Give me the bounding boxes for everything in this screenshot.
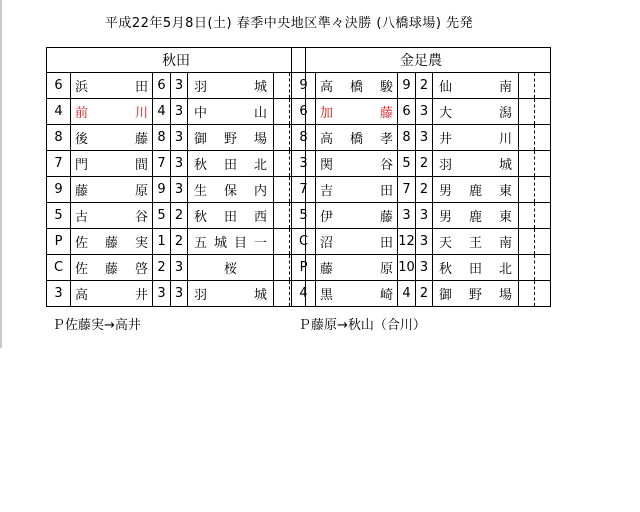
school-cell: 五 城 目 一: [188, 229, 274, 255]
position-cell: 7: [292, 177, 316, 203]
blank-cell: [274, 99, 290, 125]
player-name-cell: 伊 藤: [316, 203, 398, 229]
grade-cell: 3: [416, 125, 433, 151]
uniform-number-cell: 6: [398, 99, 416, 125]
school-cell: 大 潟: [433, 99, 519, 125]
grade-cell: 3: [171, 281, 188, 307]
position-cell: C: [47, 255, 71, 281]
blank-cell: [535, 125, 551, 151]
position-cell: 8: [292, 125, 316, 151]
lineup-table-akita: [46, 47, 306, 307]
uniform-number-cell: 5: [153, 203, 171, 229]
position-cell: 6: [47, 73, 71, 99]
position-cell: 7: [47, 151, 71, 177]
table-row: [292, 281, 551, 307]
table-row: [47, 255, 306, 281]
uniform-number-cell: 12: [398, 229, 416, 255]
position-cell: 3: [47, 281, 71, 307]
table-row: [47, 99, 306, 125]
position-cell: 5: [292, 203, 316, 229]
blank-cell: [535, 151, 551, 177]
blank-cell: [274, 281, 290, 307]
grade-cell: 3: [416, 99, 433, 125]
uniform-number-cell: 10: [398, 255, 416, 281]
uniform-number-cell: 4: [153, 99, 171, 125]
blank-cell: [519, 177, 535, 203]
position-cell: 4: [292, 281, 316, 307]
player-name-cell: 沼 田: [316, 229, 398, 255]
school-cell: 中 山: [188, 99, 274, 125]
table-row: [47, 281, 306, 307]
grade-cell: 3: [171, 125, 188, 151]
team-name: 秋田: [47, 48, 306, 73]
table-row: [47, 125, 306, 151]
uniform-number-cell: 1: [153, 229, 171, 255]
uniform-number-cell: 3: [153, 281, 171, 307]
grade-cell: 3: [416, 255, 433, 281]
uniform-number-cell: 4: [398, 281, 416, 307]
table-row: [47, 229, 306, 255]
school-cell: 羽 城: [433, 151, 519, 177]
school-cell: 御 野 場: [188, 125, 274, 151]
school-cell: 男 鹿 東: [433, 177, 519, 203]
uniform-number-cell: 9: [398, 73, 416, 99]
uniform-number-cell: 7: [398, 177, 416, 203]
table-row: [47, 151, 306, 177]
table-row: [47, 73, 306, 99]
player-name-cell: 高 井: [71, 281, 153, 307]
blank-cell: [535, 73, 551, 99]
position-cell: 5: [47, 203, 71, 229]
blank-cell: [519, 203, 535, 229]
blank-cell: [274, 255, 290, 281]
blank-cell: [519, 229, 535, 255]
substitution-note-akita: Ｐ佐藤実→高井: [52, 318, 141, 333]
player-name-cell: 門 間: [71, 151, 153, 177]
table-row: [292, 125, 551, 151]
lineup-table-kanaashi: [291, 47, 551, 307]
table-row: [292, 177, 551, 203]
uniform-number-cell: 3: [398, 203, 416, 229]
blank-cell: [535, 99, 551, 125]
position-cell: P: [47, 229, 71, 255]
school-cell: 井 川: [433, 125, 519, 151]
grade-cell: 2: [416, 281, 433, 307]
table-row: [292, 73, 551, 99]
blank-cell: [274, 203, 290, 229]
position-cell: 6: [292, 99, 316, 125]
table-row: [47, 203, 306, 229]
player-name-cell: 古 谷: [71, 203, 153, 229]
uniform-number-cell: 8: [398, 125, 416, 151]
school-cell: 御 野 場: [433, 281, 519, 307]
position-cell: 3: [292, 151, 316, 177]
player-name-cell: 藤 原: [316, 255, 398, 281]
blank-cell: [519, 125, 535, 151]
blank-cell: [535, 203, 551, 229]
page-title: 平成22年5月8日(土) 春季中央地区準々決勝 (八橋球場) 先発: [104, 16, 474, 31]
grade-cell: 2: [171, 229, 188, 255]
blank-cell: [274, 73, 290, 99]
position-cell: C: [292, 229, 316, 255]
blank-cell: [535, 177, 551, 203]
blank-cell: [535, 229, 551, 255]
grade-cell: 2: [416, 177, 433, 203]
grade-cell: 3: [171, 255, 188, 281]
player-name-cell: 浜 田: [71, 73, 153, 99]
team-name: 金足農: [292, 48, 551, 73]
uniform-number-cell: 7: [153, 151, 171, 177]
player-name-cell: 前 川: [71, 99, 153, 125]
player-name-cell: 後 藤: [71, 125, 153, 151]
blank-cell: [274, 151, 290, 177]
grade-cell: 3: [171, 151, 188, 177]
player-name-cell: 黒 崎: [316, 281, 398, 307]
player-name-cell: 関 谷: [316, 151, 398, 177]
position-cell: 9: [47, 177, 71, 203]
player-name-cell: 佐 藤 実: [71, 229, 153, 255]
position-cell: 4: [47, 99, 71, 125]
grade-cell: 3: [171, 99, 188, 125]
table-row: [292, 99, 551, 125]
position-cell: 9: [292, 73, 316, 99]
grade-cell: 3: [171, 177, 188, 203]
grade-cell: 3: [416, 229, 433, 255]
substitution-note-kanaashi: Ｐ藤原→秋山（合川）: [298, 318, 426, 333]
player-name-cell: 佐 藤 啓: [71, 255, 153, 281]
blank-cell: [519, 73, 535, 99]
school-cell: 桜: [188, 255, 274, 281]
school-cell: 男 鹿 東: [433, 203, 519, 229]
table-row: [292, 229, 551, 255]
grade-cell: 3: [416, 203, 433, 229]
table-row: [292, 151, 551, 177]
uniform-number-cell: 2: [153, 255, 171, 281]
blank-cell: [519, 99, 535, 125]
position-cell: P: [292, 255, 316, 281]
table-row: [292, 255, 551, 281]
blank-cell: [274, 125, 290, 151]
blank-cell: [535, 281, 551, 307]
blank-cell: [519, 255, 535, 281]
player-name-cell: 吉 田: [316, 177, 398, 203]
blank-cell: [274, 177, 290, 203]
grade-cell: 2: [416, 151, 433, 177]
school-cell: 秋 田 北: [188, 151, 274, 177]
grade-cell: 3: [171, 73, 188, 99]
position-cell: 8: [47, 125, 71, 151]
school-cell: 羽 城: [188, 281, 274, 307]
blank-cell: [519, 151, 535, 177]
school-cell: 羽 城: [188, 73, 274, 99]
blank-cell: [519, 281, 535, 307]
page-edge: [0, 0, 2, 348]
uniform-number-cell: 9: [153, 177, 171, 203]
blank-cell: [274, 229, 290, 255]
school-cell: 秋 田 西: [188, 203, 274, 229]
school-cell: 仙 南: [433, 73, 519, 99]
school-cell: 秋 田 北: [433, 255, 519, 281]
table-row: [47, 177, 306, 203]
blank-cell: [535, 255, 551, 281]
uniform-number-cell: 6: [153, 73, 171, 99]
uniform-number-cell: 5: [398, 151, 416, 177]
player-name-cell: 高 橋 駿: [316, 73, 398, 99]
player-name-cell: 藤 原: [71, 177, 153, 203]
uniform-number-cell: 8: [153, 125, 171, 151]
grade-cell: 2: [416, 73, 433, 99]
school-cell: 天 王 南: [433, 229, 519, 255]
table-row: [292, 203, 551, 229]
school-cell: 生 保 内: [188, 177, 274, 203]
grade-cell: 2: [171, 203, 188, 229]
player-name-cell: 加 藤: [316, 99, 398, 125]
player-name-cell: 高 橋 孝: [316, 125, 398, 151]
